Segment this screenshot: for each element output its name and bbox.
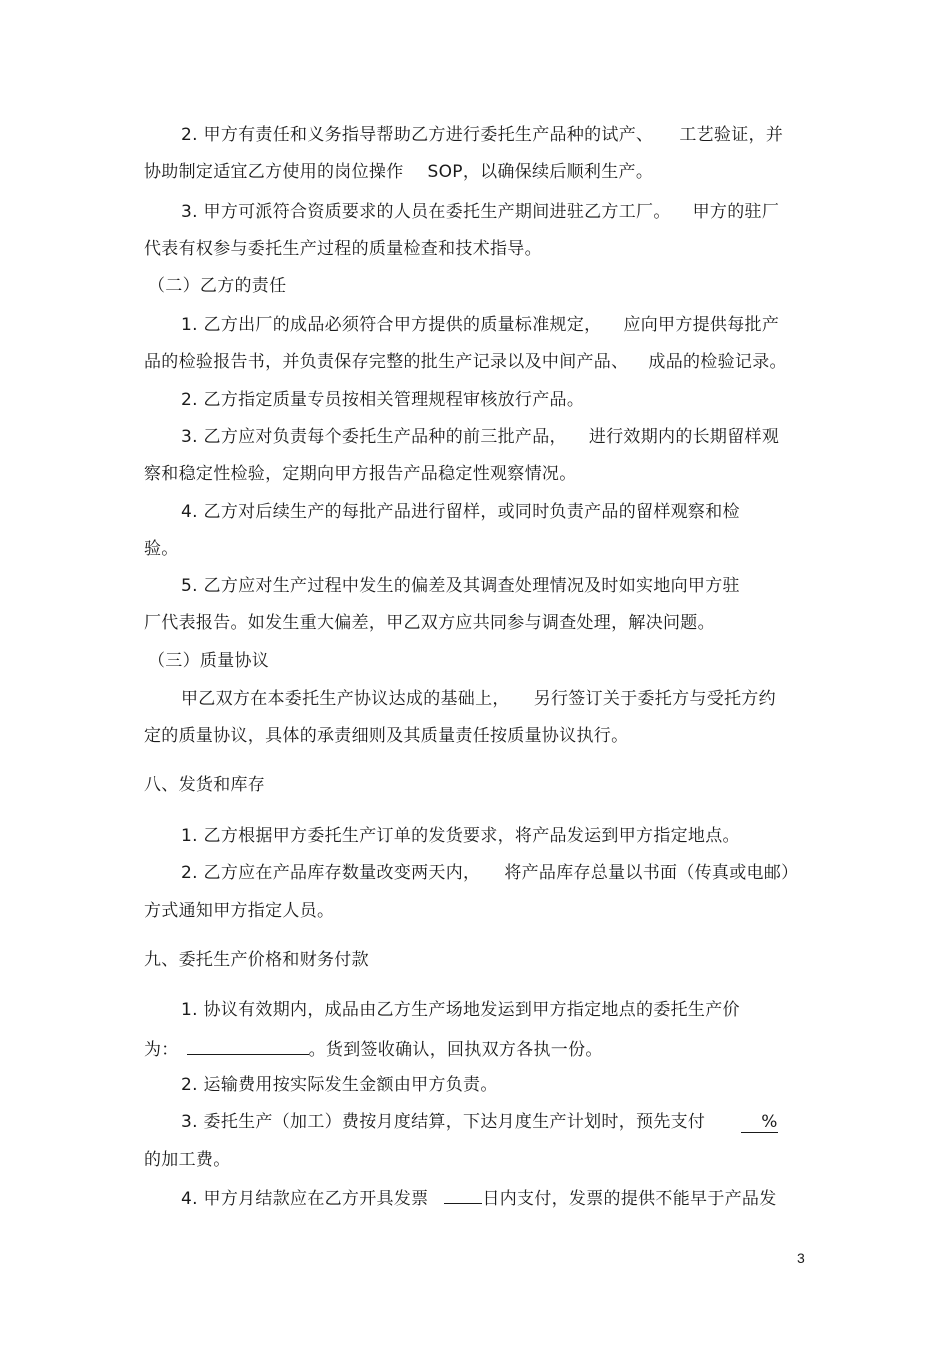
paragraph-line: 代表有权参与委托生产过程的质量检查和技术指导。 (144, 239, 542, 259)
paragraph-line: 3. 甲方可派符合资质要求的人员在委托生产期间进驻乙方工厂。 甲方的驻厂 (181, 202, 780, 222)
paragraph-line: 2. 甲方有责任和义务指导帮助乙方进行委托生产品种的试产、 工艺验证，并 (181, 125, 784, 145)
paragraph-line: 验。 (144, 539, 179, 559)
paragraph-line: 4. 乙方对后续生产的每批产品进行留样，或同时负责产品的留样观察和检 (181, 502, 740, 522)
paragraph-line: 协助制定适宜乙方使用的岗位操作 SOP，以确保续后顺利生产。 (144, 162, 654, 182)
paragraph-line: 为： 。货到签收确认，回执双方各执一份。 (144, 1036, 603, 1062)
paragraph-line: 厂代表报告。如发生重大偏差，甲乙双方应共同参与调查处理，解决问题。 (144, 613, 715, 633)
paragraph-line: 定的质量协议，具体的承责细则及其质量责任按质量协议执行。 (144, 726, 629, 746)
paragraph-line: 察和稳定性检验，定期向甲方报告产品稳定性观察情况。 (144, 464, 577, 484)
section-heading: （二）乙方的责任 (148, 276, 287, 296)
paragraph-line: 4. 甲方月结款应在乙方开具发票 日内支付，发票的提供不能早于产品发 (181, 1185, 777, 1211)
paragraph-line: 3. 委托生产（加工）费按月度结算，下达月度生产计划时，预先支付 % (181, 1112, 778, 1132)
chapter-heading: 八、发货和库存 (144, 775, 266, 795)
paragraph-line: 2. 乙方应在产品库存数量改变两天内， 将产品库存总量以书面（传真或电邮） (181, 863, 799, 883)
prepay-percent-blank[interactable]: % (741, 1112, 777, 1133)
paragraph-line: 3. 乙方应对负责每个委托生产品种的前三批产品， 进行效期内的长期留样观 (181, 427, 780, 447)
paragraph-line: 甲乙双方在本委托生产协议达成的基础上， 另行签订关于委托方与受托方约 (181, 689, 776, 709)
chapter-heading: 九、委托生产价格和财务付款 (144, 950, 369, 970)
paragraph-line: 1. 乙方根据甲方委托生产订单的发货要求，将产品发运到甲方指定地点。 (181, 826, 740, 846)
section-heading: （三）质量协议 (148, 651, 270, 671)
paragraph-line: 的加工费。 (144, 1150, 231, 1170)
payment-days-blank[interactable] (444, 1185, 482, 1204)
page-number: 3 (797, 1250, 805, 1266)
paragraph-line: 2. 运输费用按实际发生金额由甲方负责。 (181, 1075, 498, 1095)
paragraph-line: 1. 协议有效期内，成品由乙方生产场地发运到甲方指定地点的委托生产价 (181, 1000, 740, 1020)
paragraph-line: 2. 乙方指定质量专员按相关管理规程审核放行产品。 (181, 390, 585, 410)
paragraph-line: 1. 乙方出厂的成品必须符合甲方提供的质量标准规定， 应向甲方提供每批产 (181, 315, 780, 335)
paragraph-line: 5. 乙方应对生产过程中发生的偏差及其调查处理情况及时如实地向甲方驻 (181, 576, 740, 596)
paragraph-line: 品的检验报告书，并负责保存完整的批生产记录以及中间产品、 成品的检验记录。 (144, 352, 787, 372)
paragraph-line: 方式通知甲方指定人员。 (144, 901, 335, 921)
price-blank[interactable] (187, 1036, 309, 1055)
